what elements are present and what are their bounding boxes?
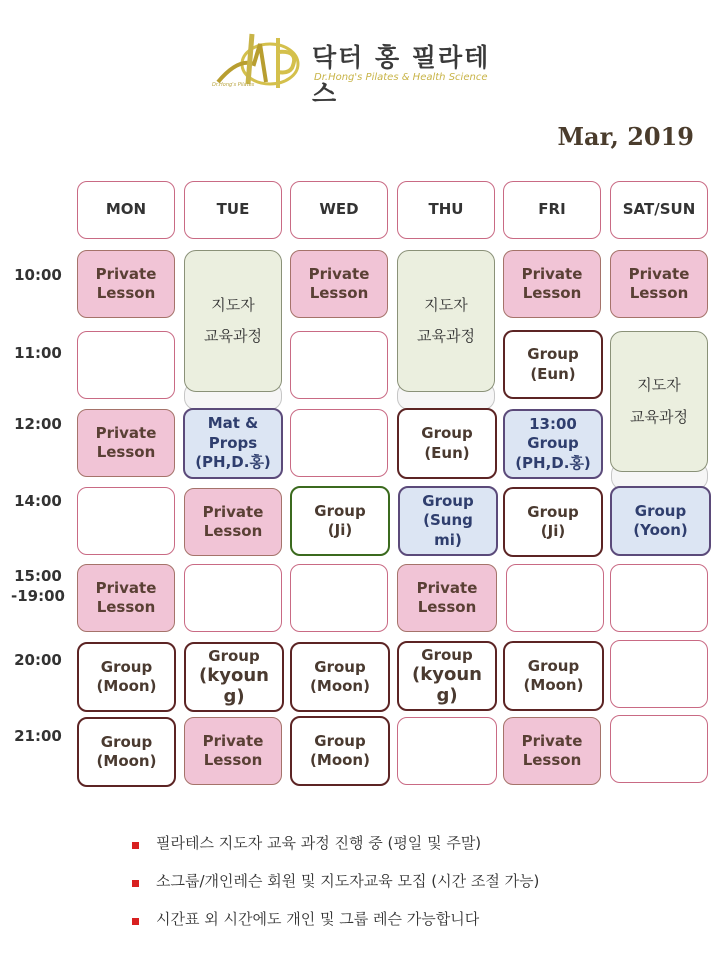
time-label-1100: 11:00 [14, 344, 62, 362]
day-header-tue: TUE [184, 181, 282, 239]
logo-english-name: Dr.Hong's Pilates & Health Science [314, 72, 488, 83]
tue-2100-private-lesson[interactable]: Private Lesson [184, 717, 282, 785]
fri-1000-private-lesson[interactable]: Private Lesson [503, 250, 601, 318]
fri-1400-group-ji[interactable]: Group (Ji) [503, 487, 603, 557]
mon-1100-empty-slot [77, 331, 175, 399]
satsun-2100-empty-slot [610, 715, 708, 783]
fri-2000-group-moon[interactable]: Group (Moon) [503, 641, 604, 711]
fri-1500-empty-slot [506, 564, 604, 632]
satsun-1000-private-lesson[interactable]: Private Lesson [610, 250, 708, 318]
mon-1200-private-lesson[interactable]: Private Lesson [77, 409, 175, 477]
satsun-instructor-training[interactable]: 지도자 교육과정 [610, 331, 708, 472]
fri-1100-group-eun[interactable]: Group (Eun) [503, 330, 603, 399]
note-item: 필라테스 지도자 교육 과정 진행 중 (평일 및 주말) [132, 832, 539, 870]
wed-2000-group-moon[interactable]: Group (Moon) [290, 642, 390, 712]
note-item: 시간표 외 시간에도 개인 및 그룹 레슨 가능합니다 [132, 908, 539, 946]
wed-1000-private-lesson[interactable]: Private Lesson [290, 250, 388, 318]
time-label-2100: 21:00 [14, 727, 62, 745]
tue-1500-empty-slot [184, 564, 282, 632]
mon-1000-private-lesson[interactable]: Private Lesson [77, 250, 175, 318]
thu-1200-group-eun[interactable]: Group (Eun) [397, 408, 497, 479]
time-label-1000: 10:00 [14, 266, 62, 284]
mon-1500-private-lesson[interactable]: Private Lesson [77, 564, 175, 632]
thu-instructor-training[interactable]: 지도자 교육과정 [397, 250, 495, 392]
tue-1200-mat-props[interactable]: Mat & Props (PH,D.홍) [183, 408, 283, 479]
mon-2100-group-moon[interactable]: Group (Moon) [77, 717, 176, 787]
tue-instructor-training[interactable]: 지도자 교육과정 [184, 250, 282, 392]
logo-korean-name: 닥터 홍 필라테스 [312, 43, 491, 108]
month-title: Mar, 2019 [557, 122, 694, 151]
tue-1400-private-lesson[interactable]: Private Lesson [184, 488, 282, 556]
wed-2100-group-moon[interactable]: Group (Moon) [290, 716, 390, 786]
day-header-fri: FRI [503, 181, 601, 239]
logo-small-text: Dr.Hong's Pilates [212, 82, 255, 88]
day-header-wed: WED [290, 181, 388, 239]
time-label-1500-1900: 15:00 -19:00 [11, 567, 65, 606]
day-header-thu: THU [397, 181, 495, 239]
wed-1500-empty-slot [290, 564, 388, 632]
day-header-satsun: SAT/SUN [610, 181, 708, 239]
tue-2000-group-kyoung[interactable] [184, 642, 284, 712]
satsun-1400-group-yoon[interactable]: Group (Yoon) [610, 486, 711, 556]
wed-1200-empty-slot [290, 409, 388, 477]
time-label-1400: 14:00 [14, 492, 62, 510]
group-kyoung-name: (kyoun g) [199, 665, 269, 707]
group-kyoung-name: (kyoun g) [412, 664, 482, 706]
thu-1500-private-lesson[interactable]: Private Lesson [397, 564, 497, 632]
wed-1400-group-ji[interactable]: Group (Ji) [290, 486, 390, 556]
notes-list [132, 832, 539, 946]
mon-2000-group-moon[interactable]: Group (Moon) [77, 642, 176, 712]
group-kyoung-title: Group [208, 646, 260, 665]
mon-1400-empty-slot [77, 487, 175, 555]
logo [208, 30, 508, 108]
thu-1400-group-sungmi[interactable]: Group (Sung mi) [398, 486, 498, 556]
time-label-1200: 12:00 [14, 415, 62, 433]
fri-1300-group-phd-hong[interactable]: 13:00 Group (PH,D.홍) [503, 409, 603, 479]
day-header-mon: MON [77, 181, 175, 239]
fri-2100-private-lesson[interactable]: Private Lesson [503, 717, 601, 785]
thu-2000-group-kyoung[interactable] [397, 641, 497, 711]
note-item: 소그룹/개인레슨 회원 및 지도자교육 모집 (시간 조절 가능) [132, 870, 539, 908]
wed-1100-empty-slot [290, 331, 388, 399]
group-kyoung-title: Group [421, 645, 473, 664]
thu-2100-empty-slot [397, 717, 497, 785]
time-label-2000: 20:00 [14, 651, 62, 669]
satsun-1500-empty-slot [610, 564, 708, 632]
satsun-2000-empty-slot [610, 640, 708, 708]
